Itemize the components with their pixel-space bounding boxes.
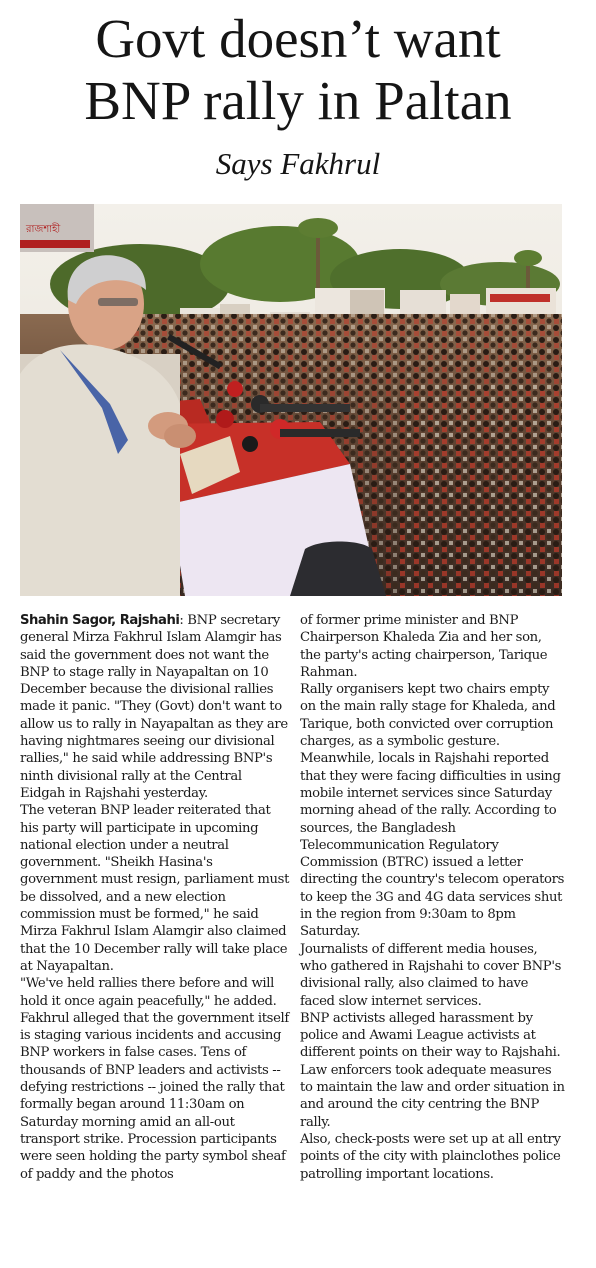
article-paragraph: Rally organisers kept two chairs empty on the main rally stage for Khaleda, and Tarique, both convicted over corruption charges, as a symbolic gesture. <box>300 682 556 750</box>
byline: Shahin Sagor, Rajshahi <box>20 613 180 628</box>
headline-line-1: Govt doesn’t want <box>95 8 501 69</box>
article-paragraph: "We've held rallies there before and will hold it once again peacefully," he added. Fakhrul alleged that the government itself is staging various incidents and accusing BNP workers in false cases. Tens of thousands of BNP leaders and activists -- defying restrictions -- joined the rally that formally began around 11:30am on Saturday morning amid an all-out transport strike. Procession participants were seen holding the party symbol sheaf of paddy and the photos <box>20 976 289 1182</box>
rally-photo <box>20 204 562 596</box>
headline-line-2: BNP rally in Paltan <box>84 70 512 131</box>
headline <box>0 8 596 132</box>
subheadline: Says Fakhrul <box>215 146 381 181</box>
article-paragraph: of former prime minister and BNP Chairperson Khaleda Zia and her son, the party's acting chairperson, Tarique Rahman. <box>300 613 548 680</box>
stage-banner-text: রাজশাহী <box>26 224 61 235</box>
article-paragraph: Also, check-posts were set up at all entry points of the city with plainclothes police patrolling important locations. <box>300 1131 561 1182</box>
article-paragraph: The veteran BNP leader reiterated that his party will participate in upcoming national election under a neutral government. "Sheikh Hasina's government must resign, parliament must be dissolved, and a new election commission must be formed," he said Mirza Fakhrul Islam Alamgir also claimed that the 10 December rally will take place at Nayapaltan. <box>20 803 290 974</box>
article-paragraph: Journalists of different media houses, who gathered in Rajshahi to cover BNP's divisional rally, also claimed to have faced slow internet services. <box>300 941 562 1009</box>
article-column-right <box>300 612 565 1183</box>
article-paragraph: BNP activists alleged harassment by police and Awami League activists at different points on their way to Rajshahi. Law enforcers took adequate measures to maintain the law and order situation in and around the city centring the BNP rally. <box>300 1010 565 1130</box>
article-column-left <box>20 612 290 1183</box>
article-paragraph: Meanwhile, locals in Rajshahi reported that they were facing difficulties in using mobile internet services since Saturday morning ahead of the rally. According to sources, the Bangladesh Telecommunication Regulatory Commission (BTRC) issued a letter directing the country's telecom operators to keep the 3G and 4G data services shut in the region from 9:30am to 8pm Saturday. <box>300 751 564 940</box>
article-paragraph <box>20 612 290 802</box>
article-lead-text: : BNP secretary general Mirza Fakhrul Islam Alamgir has said the government does not want the BNP to stage rally in Nayapaltan on 10 December because the divisional rallies made it panic. "They (Govt) don't want to allow us to rally in Nayapaltan as they are having nightmares seeing our divisional rallies," he said while addressing BNP's ninth divisional rally at the Central Eidgah in Rajshahi yesterday. <box>20 613 288 801</box>
